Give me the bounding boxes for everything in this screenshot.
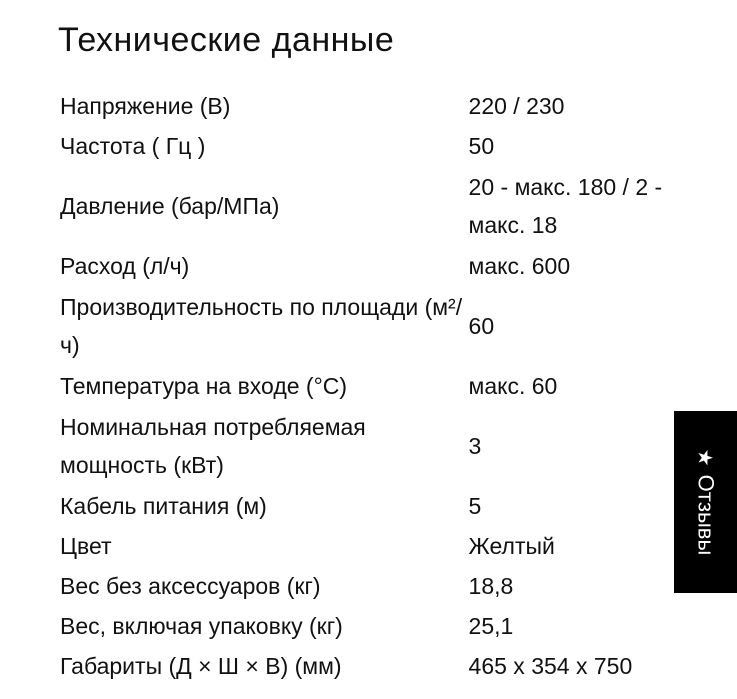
spec-label: Напряжение (В): [60, 93, 231, 119]
table-row: [60, 246, 700, 286]
table-row: [60, 566, 700, 606]
table-row: [60, 486, 700, 526]
spec-value: 60: [468, 313, 495, 339]
spec-label: Производительность по площади (м²/ч): [60, 294, 463, 358]
star-icon: ★: [694, 448, 716, 467]
page-title: Технические данные: [58, 21, 395, 59]
spec-label: Номинальная потребляемая мощность (кВт): [60, 414, 366, 478]
spec-value: макс. 600: [468, 253, 571, 279]
spec-label: Давление (бар/МПа): [60, 193, 280, 219]
spec-value: 20 - макс. 180 / 2 - макс. 18: [468, 174, 663, 238]
specs-table: [60, 86, 700, 686]
spec-label: Габариты (Д × Ш × В) (мм): [60, 653, 342, 679]
spec-value: 5: [468, 493, 482, 519]
table-row: [60, 406, 700, 486]
spec-value: Желтый: [468, 533, 555, 559]
spec-value: 465 x 354 x 750: [468, 653, 633, 679]
spec-value: 3: [468, 433, 482, 459]
spec-value: макс. 60: [468, 373, 558, 399]
spec-label: Кабель питания (м): [60, 493, 267, 519]
spec-label: Температура на входе (°C): [60, 373, 348, 399]
spec-label: Вес без аксессуаров (кг): [60, 573, 321, 599]
table-row: [60, 526, 700, 566]
spec-value: 18,8: [468, 573, 514, 599]
spec-label: Вес, включая упаковку (кг): [60, 613, 343, 639]
table-row: [60, 126, 700, 166]
reviews-tab-button[interactable]: [674, 411, 737, 593]
table-row: [60, 646, 700, 686]
reviews-tab-label: Отзывы: [693, 474, 719, 556]
table-row: [60, 86, 700, 126]
table-row: [60, 286, 700, 366]
reviews-tab-content: [693, 449, 719, 556]
spec-value: 25,1: [468, 613, 514, 639]
table-row: [60, 366, 700, 406]
spec-value: 220 / 230: [468, 93, 565, 119]
spec-label: Цвет: [60, 533, 112, 559]
spec-label: Расход (л/ч): [60, 253, 190, 279]
spec-value: 50: [468, 133, 495, 159]
table-row: [60, 166, 700, 246]
spec-label: Частота ( Гц ): [60, 133, 206, 159]
table-row: [60, 606, 700, 646]
